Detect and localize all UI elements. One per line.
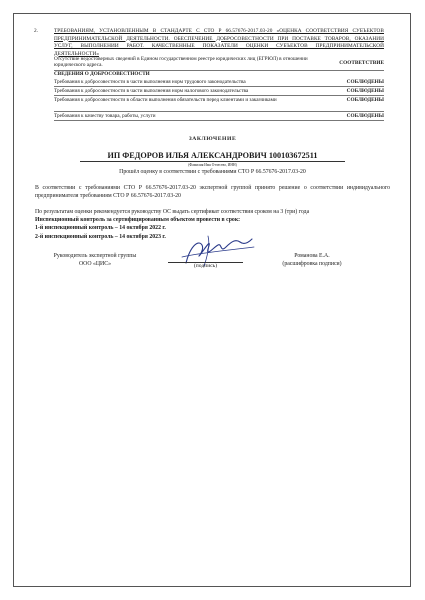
inspection-heading: Инспекционный контроль за сертифицированным объектом провести в срок:: [35, 217, 241, 223]
signer-organization: ООО «ЦИС»: [78, 261, 112, 267]
recommendation-paragraph: По результатам оценки рекомендуется руководству ОС выдать сертификат соответствия сроком на 3 (три) года: [35, 209, 310, 215]
company-underline: [80, 161, 345, 162]
signer-name: Романова Е.А.: [294, 253, 330, 259]
section-heading: ТРЕБОВАНИЯМ, УСТАНОВЛЕННЫМ В СТАНДАРТЕ С СТО Р 66.57676-2017.03-20 «ОЦЕНКА СООТВЕТСТВИЯ СУБЪЕКТОВ ПРЕДПРИНИМАТЕЛЬСКОЙ ДЕЯТЕЛЬНОСТИ. ОБЕСПЕЧЕНИЕ ДОБРОСОВЕСТНОСТИ ПРИ ПОСТАВКЕ ТОВАРОВ, ОКАЗАНИИ УСЛУГ, ВЫПОЛНЕНИИ РАБОТ. КАЧЕСТВЕННЫЕ ПОКАЗАТЕЛИ ОЦЕНКИ СУБЪЕКТОВ ПРЕДПРИНИМАТЕЛЬСКОЙ ДЕЯТЕЛЬНОСТИ»: [54, 28, 384, 57]
criterion-label: Требования к добросовестности в области выполнения обязательств перед клиентами и заказчиками: [54, 97, 277, 103]
signer-role: [40, 252, 150, 268]
criterion-registry: [54, 56, 384, 70]
assessment-line: Прошёл оценку в соответствии с требованиями СТО Р 66.57676-2017.03-20: [119, 169, 306, 175]
criterion-label: Требования к добросовестности в части выполнения норм налогового законодательства: [54, 88, 249, 94]
criterion-label: Требования к качеству товара, работы, услуги: [54, 113, 156, 119]
decision-paragraph: В соответствии с требованиями СТО Р 66.57676-2017.03-20 экспертной группой принято решение о соответствии индивидуального предпринимателя требованиям СТО Р 66.57676-2017.03-20: [35, 185, 390, 199]
signer-role-title: Руководитель экспертной группы: [53, 253, 137, 259]
section-label-row: [54, 71, 384, 78]
criterion-registry-label: Отсутствие недостоверных сведений в Едином государственном реестре юридических лиц (ЕГРЮЛ) в отношении юридического адреса.: [54, 56, 308, 69]
company-name: ИП ФЕДОРОВ ИЛЬЯ АЛЕКСАНДРОВИЧ 100103672511: [107, 151, 318, 160]
criterion-row: [54, 97, 384, 111]
criterion-status: СОБЛЮДЕНЫ: [346, 88, 384, 94]
integrity-section-label: СВЕДЕНИЯ О ДОБРОСОВЕСТНОСТИ: [54, 71, 150, 77]
signer-name-caption: (расшифровка подписи): [282, 261, 342, 267]
conclusion-title: ЗАКЛЮЧЕНИЕ: [188, 136, 237, 142]
signature-caption: (подпись): [193, 263, 218, 269]
section-number: 2.: [34, 28, 38, 34]
criterion-status: СОБЛЮДЕНЫ: [346, 97, 384, 103]
row-divider: [54, 111, 384, 112]
criterion-registry-status: СООТВЕТСТВИЕ: [339, 60, 384, 66]
criterion-status: СОБЛЮДЕНЫ: [346, 113, 384, 119]
criterion-label: Требования к добросовестности в части выполнения норм трудового законодательства: [54, 79, 246, 85]
row-divider: [54, 95, 384, 96]
row-divider: [54, 120, 384, 121]
inspection-date-1: 1-й инспекционный контроль – 14 октября 2022 г.: [35, 225, 166, 231]
criterion-row: [54, 79, 384, 86]
row-divider: [54, 86, 384, 87]
company-caption: (Фамилия Имя Отчество, ИНН): [188, 163, 237, 167]
signer-name-block: [262, 252, 362, 268]
inspection-date-2: 2-й инспекционный контроль – 14 октября 2023 г.: [35, 234, 166, 240]
criterion-status: СОБЛЮДЕНЫ: [346, 79, 384, 85]
criterion-row: [54, 88, 384, 95]
criterion-row: [54, 113, 384, 120]
